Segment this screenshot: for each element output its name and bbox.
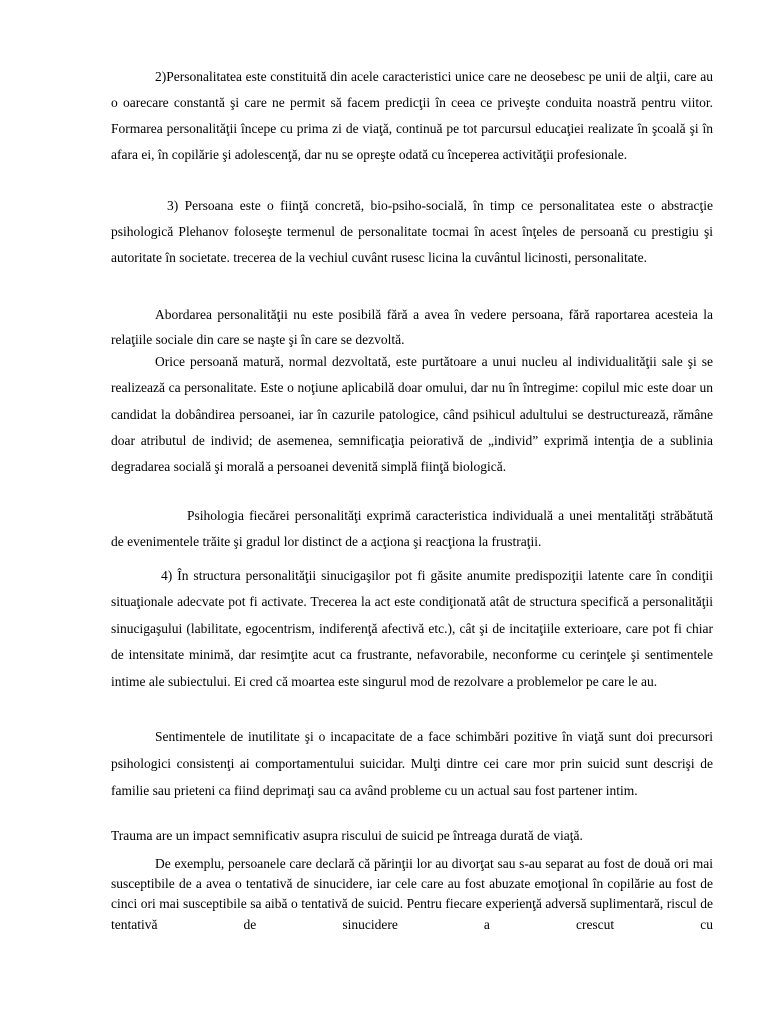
body-paragraph: Orice persoană matură, normal dezvoltată, este purtătoare a unui nucleu al individualităţii sale şi se realizează ca personalitate. Este o noţiune aplicabilă doar omului, dar nu în întregime: copilul mic este doar un candidat la dobândirea persoanei, iar în cazurile patologice, când psihicul adultului se destructurează, rămâne doar atributul de individ; de asemenea, semnificaţia peiorativă de „individ” exprimă intenţia de a sublinia degradarea socială şi morală a persoanei devenită simplă fiinţă biologică. (111, 354, 713, 475)
paragraph-trauma (111, 826, 713, 846)
body-paragraph: Psihologia fiecărei personalităţi exprimă caracteristica individuală a unei mentalităţi străbătută de evenimentele trăite şi gradul lor distinct de a acţiona şi reacţiona la frustraţii. (111, 508, 713, 549)
body-paragraph: Abordarea personalităţii nu este posibilă fără a avea în vedere persoana, fără raportarea acesteia la relaţiile sociale din care se naşte şi în care se dezvoltă. (111, 307, 713, 347)
paragraph-uselessness (111, 723, 713, 804)
body-paragraph: 4) În structura personalităţii sinucigaşilor pot fi găsite anumite predispoziţii latente care în condiţii situaţionale adecvate pot fi activate. Trecerea la act este condiţionată atât de structura specifică a personalităţii sinucigaşului (labilitate, egocentrism, indiferenţă afectivă etc.), cât şi de incitaţiile exterioare, care pot fi chiar de intensitate minimă, dar resimţite acut ca frustrante, nefavorabile, neconforme cu cerinţele şi sentimentele intime ale subiectului. Ei cred că moartea este singurul mod de rezolvare a problemelor pe care le au. (111, 568, 713, 689)
body-paragraph: 3) Persoana este o fiinţă concretă, bio-psiho-socială, în timp ce personalitatea este o abstracţie psihologică Plehanov foloseşte termenul de personalitate tocmai în acest înţeles de persoană cu prestigiu şi autoritate în societate. trecerea de la vechiul cuvânt rusesc licina la cuvântul licinosti, personalitate. (111, 198, 713, 265)
body-paragraph: Trauma are un impact semnificativ asupra riscului de suicid pe întreaga durată de viaţă. (111, 828, 583, 843)
paragraph-psychology (111, 503, 713, 555)
paragraph-mature-person (111, 349, 713, 480)
body-paragraph: 2)Personalitatea este constituită din acele caracteristici unice care ne deosebesc pe unii de alţii, care au o oarecare constantă şi care ne permit să facem predicţii în ceea ce priveşte conduita noastră pentru viitor. Formarea personalităţii începe cu prima zi de viaţă, continuă pe tot parcursul educaţiei realizate în şcoală şi în afara ei, în copilărie şi adolescenţă, dar nu se opreşte odată cu începerea activităţii profesionale. (111, 69, 713, 162)
body-paragraph: De exemplu, persoanele care declară că părinţii lor au divorţat sau s-au separat au fost de două ori mai susceptibile de a avea o tentativă de sinucidere, iar cele care au fost abuzate emoţional în copilărie au fost de cinci ori mai susceptibile sa aibă o tentativă de suicid. Pentru fiecare experienţă adversă suplimentară, riscul de tentativă de sinucidere a crescut cu (111, 856, 713, 932)
paragraph-example (111, 854, 713, 935)
body-paragraph: Sentimentele de inutilitate şi o incapacitate de a face schimbări pozitive în viaţă sunt doi precursori psihologici consistenţi ai comportamentului suicidar. Mulţi dintre cei care mor prin suicid sunt descrişi de familie sau prieteni ca fiind deprimaţi sau ca având probleme cu un actual sau fost partener intim. (111, 729, 713, 798)
paragraph-suicide-structure (111, 563, 713, 695)
paragraph-personality-definition (111, 64, 713, 168)
paragraph-approach (111, 302, 713, 352)
paragraph-person-vs-personality (111, 193, 713, 271)
